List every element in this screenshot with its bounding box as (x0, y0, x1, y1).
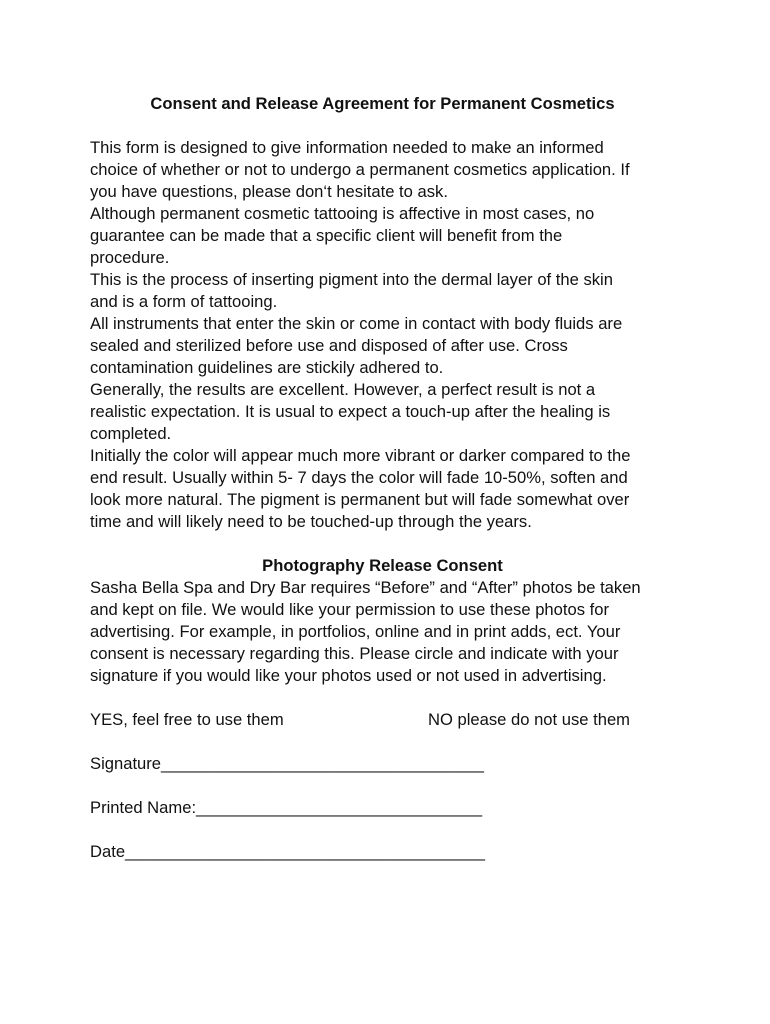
paragraph-results (90, 379, 690, 445)
document-content (90, 93, 690, 863)
option-no: NO please do not use them (428, 710, 631, 729)
paragraph-purpose (90, 137, 690, 203)
photo-release-text (90, 577, 690, 687)
paragraph-line: choice of whether or not to undergo a permanent cosmetics application. If (90, 160, 630, 179)
paragraph-sterilization (90, 313, 690, 379)
date-field: Date_______________________________________ (90, 842, 485, 861)
paragraph-line: signature if you would like your photos used or not used in advertising. (90, 666, 607, 685)
paragraph-line: Sasha Bella Spa and Dry Bar requires “Before” and “After” photos be taken (90, 578, 641, 597)
paragraph-line: consent is necessary regarding this. Please circle and indicate with your (90, 644, 619, 663)
paragraph-line: All instruments that enter the skin or come in contact with body fluids are (90, 314, 623, 333)
paragraph-line: Although permanent cosmetic tattooing is affective in most cases, no (90, 204, 595, 223)
paragraph-guarantee (90, 203, 690, 269)
paragraph-line: end result. Usually within 5- 7 days the color will fade 10-50%, soften and (90, 468, 628, 487)
paragraph-line: This form is designed to give information needed to make an informed (90, 138, 604, 157)
paragraph-line: and is a form of tattooing. (90, 292, 278, 311)
paragraph-line: contamination guidelines are stickily adhered to. (90, 358, 444, 377)
paragraph-line: and kept on file. We would like your permission to use these photos for (90, 600, 609, 619)
paragraph-line: completed. (90, 424, 172, 443)
paragraph-line: This is the process of inserting pigment into the dermal layer of the skin (90, 270, 613, 289)
paragraph-line: time and will likely need to be touched-up through the years. (90, 512, 532, 531)
paragraph-line: Initially the color will appear much more vibrant or darker compared to the (90, 446, 631, 465)
paragraph-line: guarantee can be made that a specific client will benefit from the (90, 226, 563, 245)
paragraph-line: realistic expectation. It is usual to expect a touch-up after the healing is (90, 402, 611, 421)
paragraph-line: sealed and sterilized before use and disposed of after use. Cross (90, 336, 568, 355)
paragraph-color (90, 445, 690, 533)
intro-section (90, 137, 690, 533)
photo-consent-options (90, 709, 690, 731)
printed-name-field: Printed Name:_______________________________ (90, 798, 483, 817)
option-yes: YES, feel free to use them (90, 710, 284, 729)
paragraph-line: Generally, the results are excellent. However, a perfect result is not a (90, 380, 596, 399)
paragraph-line: you have questions, please don‘t hesitate to ask. (90, 182, 448, 201)
paragraph-process (90, 269, 690, 313)
paragraph-line: look more natural. The pigment is permanent but will fade somewhat over (90, 490, 630, 509)
paragraph-line: advertising. For example, in portfolios, online and in print adds, ect. Your (90, 622, 621, 641)
signature-field: Signature___________________________________ (90, 754, 485, 773)
paragraph-line: procedure. (90, 248, 170, 267)
document-title: Consent and Release Agreement for Permanent Cosmetics (150, 94, 615, 113)
photo-release-heading: Photography Release Consent (262, 556, 503, 575)
